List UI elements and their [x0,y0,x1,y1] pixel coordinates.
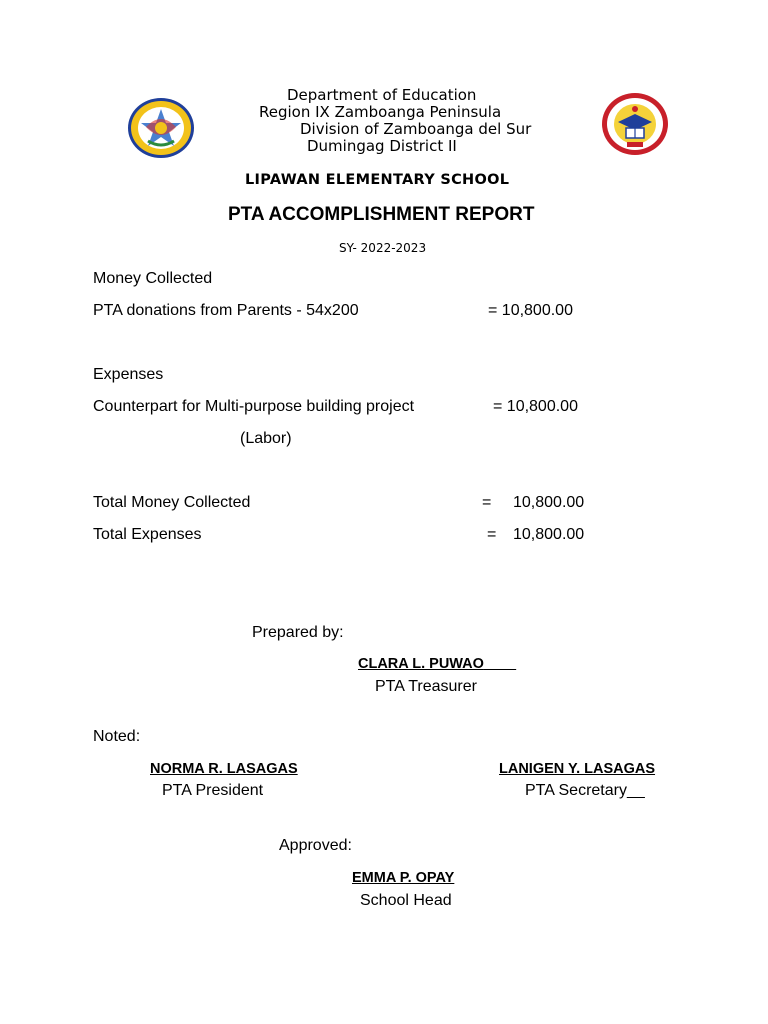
total-expenses-equals: = [487,526,497,543]
secretary-name: LANIGEN Y. LASAGAS [499,761,656,777]
school-year: SY- 2022-2023 [339,241,427,255]
school-seal-logo [600,92,670,156]
donations-amount: = 10,800.00 [488,302,573,319]
total-expenses-label: Total Expenses [93,526,202,543]
expenses-heading: Expenses [93,366,164,383]
expense-item-note: (Labor) [240,430,292,447]
total-expenses-amount: 10,800.00 [513,526,585,543]
report-title: PTA ACCOMPLISHMENT REPORT [228,204,535,225]
school-head-title: School Head [360,892,452,909]
deped-seal-icon [126,97,196,159]
header-district: Dumingag District II [307,137,457,155]
school-seal-icon [600,92,670,156]
school-name: LIPAWAN ELEMENTARY SCHOOL [245,172,510,188]
total-collected-amount: 10,800.00 [513,494,585,511]
treasurer-name-text: CLARA L. PUWAO [358,656,484,672]
expense-item-amount: = 10,800.00 [493,398,578,415]
president-name: NORMA R. LASAGAS [150,761,298,777]
header-region: Region IX Zamboanga Peninsula [259,103,502,121]
school-head-name: EMMA P. OPAY [352,870,455,886]
secretary-title: PTA Secretary__ [525,782,645,799]
president-title: PTA President [162,782,264,799]
expense-item-label: Counterpart for Multi-purpose building project [93,398,415,415]
approved-label: Approved: [279,837,352,854]
noted-label: Noted: [93,728,141,745]
deped-seal-logo [126,97,196,159]
donations-label: PTA donations from Parents - 54x200 [93,302,359,319]
header-division: Division of Zamboanga del Sur [300,120,532,138]
header-department: Department of Education [287,86,477,104]
treasurer-title: PTA Treasurer [375,678,477,695]
money-collected-heading: Money Collected [93,270,213,287]
prepared-by-label: Prepared by: [252,624,344,641]
treasurer-name [358,656,516,673]
treasurer-underline-pad [484,656,516,672]
total-collected-label: Total Money Collected [93,494,251,511]
total-collected-equals: = [482,494,492,511]
